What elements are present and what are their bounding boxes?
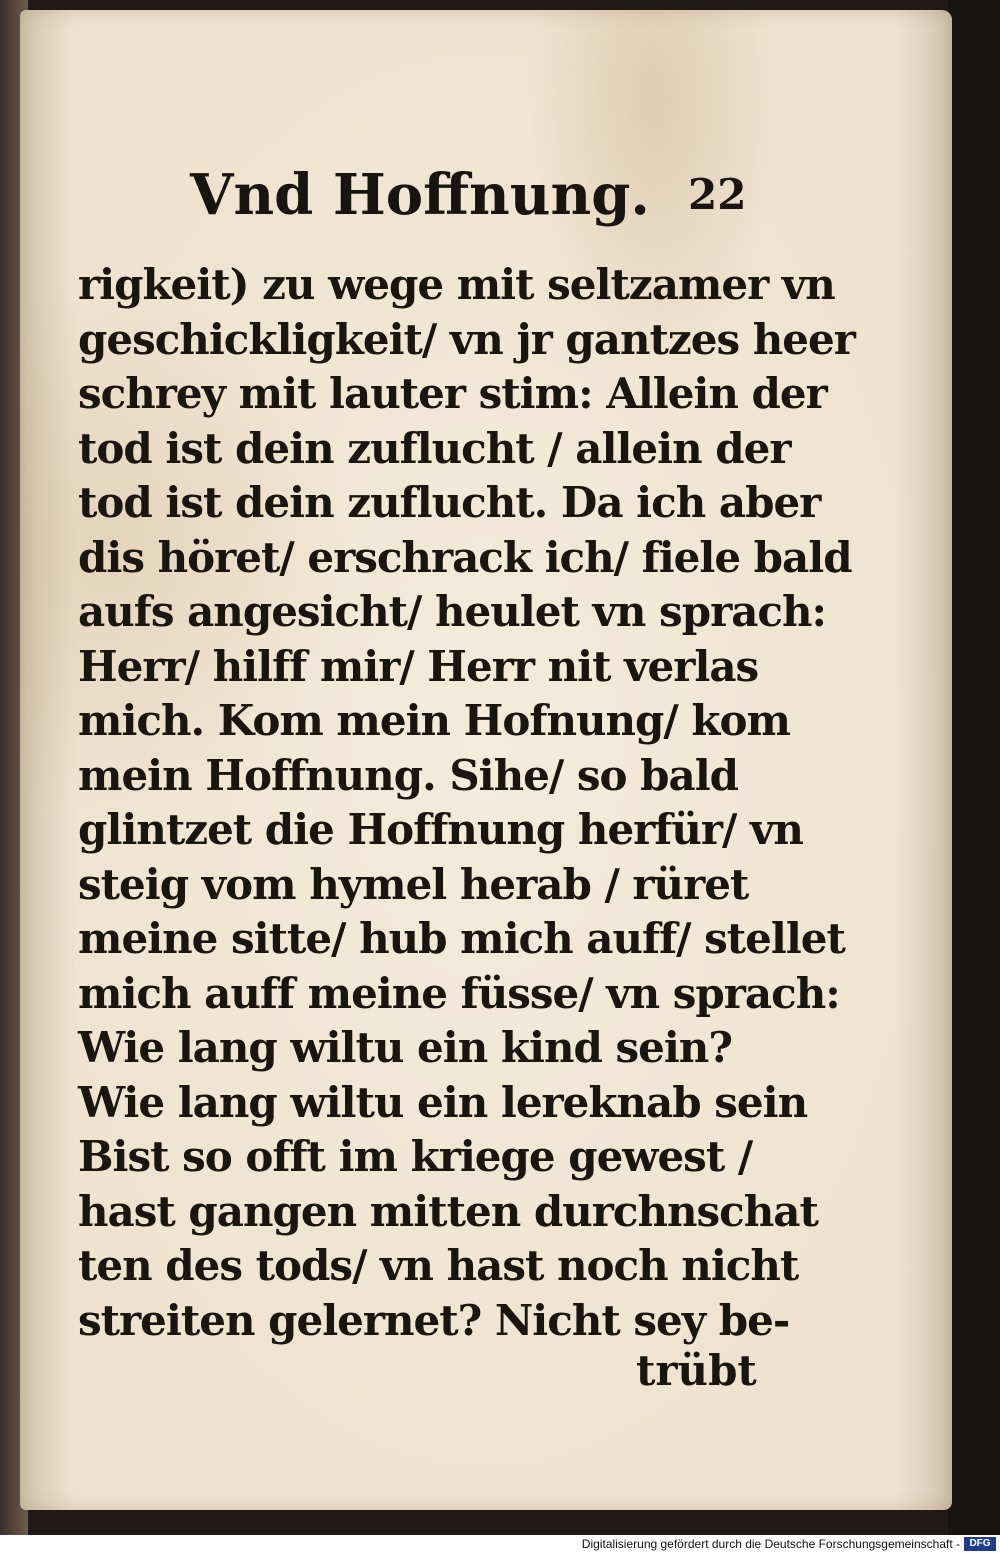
footer-bar bbox=[0, 1535, 1000, 1553]
text-line: ten des tods/ vn hast noch nicht bbox=[78, 1241, 799, 1290]
text-line: hast gangen mitten durchnschat bbox=[78, 1186, 818, 1236]
funding-notice: Digitalisierung gefördert durch die Deutsche Forschungsgemeinschaft - bbox=[581, 1537, 960, 1551]
text-line: Wie lang wiltu ein kind sein? bbox=[78, 1023, 732, 1072]
text-line: mein Hoffnung. Sihe/ so bald bbox=[78, 750, 739, 800]
text-line: steig vom hymel herab / rüret bbox=[78, 859, 749, 909]
text-line: tod ist dein zuflucht. Da ich aber bbox=[78, 478, 821, 527]
text-line: tod ist dein zuflucht / allein der bbox=[78, 423, 791, 473]
text-line: mich. Kom mein Hofnung/ kom bbox=[78, 696, 790, 745]
text-line: dis höret/ erschrack ich/ fiele bald bbox=[78, 532, 852, 582]
text-line: streiten gelernet? Nicht sey be- bbox=[78, 1295, 790, 1345]
catchword: trübt bbox=[636, 1346, 757, 1395]
text-line: rigkeit) zu wege mit seltzamer vn bbox=[78, 260, 835, 309]
dfg-logo: DFG bbox=[964, 1537, 996, 1551]
text-line: Bist so offt im kriege gewest / bbox=[78, 1132, 753, 1181]
text-line: geschickligkeit/ vn jr gantzes heer bbox=[78, 314, 855, 364]
running-head: Vnd Hoffnung. bbox=[190, 162, 650, 228]
text-line: aufs angesicht/ heulet vn sprach: bbox=[78, 587, 827, 636]
text-line: schrey mit lauter stim: Allein der bbox=[78, 369, 827, 418]
page-number: 22 bbox=[688, 170, 747, 219]
text-line: Wie lang wiltu ein lereknab sein bbox=[78, 1077, 808, 1127]
text-line: mich auff meine füsse/ vn sprach: bbox=[78, 968, 840, 1018]
text-line: glintzet die Hoffnung herfür/ vn bbox=[78, 805, 803, 854]
text-line: meine sitte/ hub mich auff/ stellet bbox=[78, 914, 845, 963]
text-line: Herr/ hilff mir/ Herr nit verlas bbox=[78, 641, 759, 691]
body-text bbox=[78, 258, 855, 1348]
book-edge bbox=[948, 0, 1000, 1535]
